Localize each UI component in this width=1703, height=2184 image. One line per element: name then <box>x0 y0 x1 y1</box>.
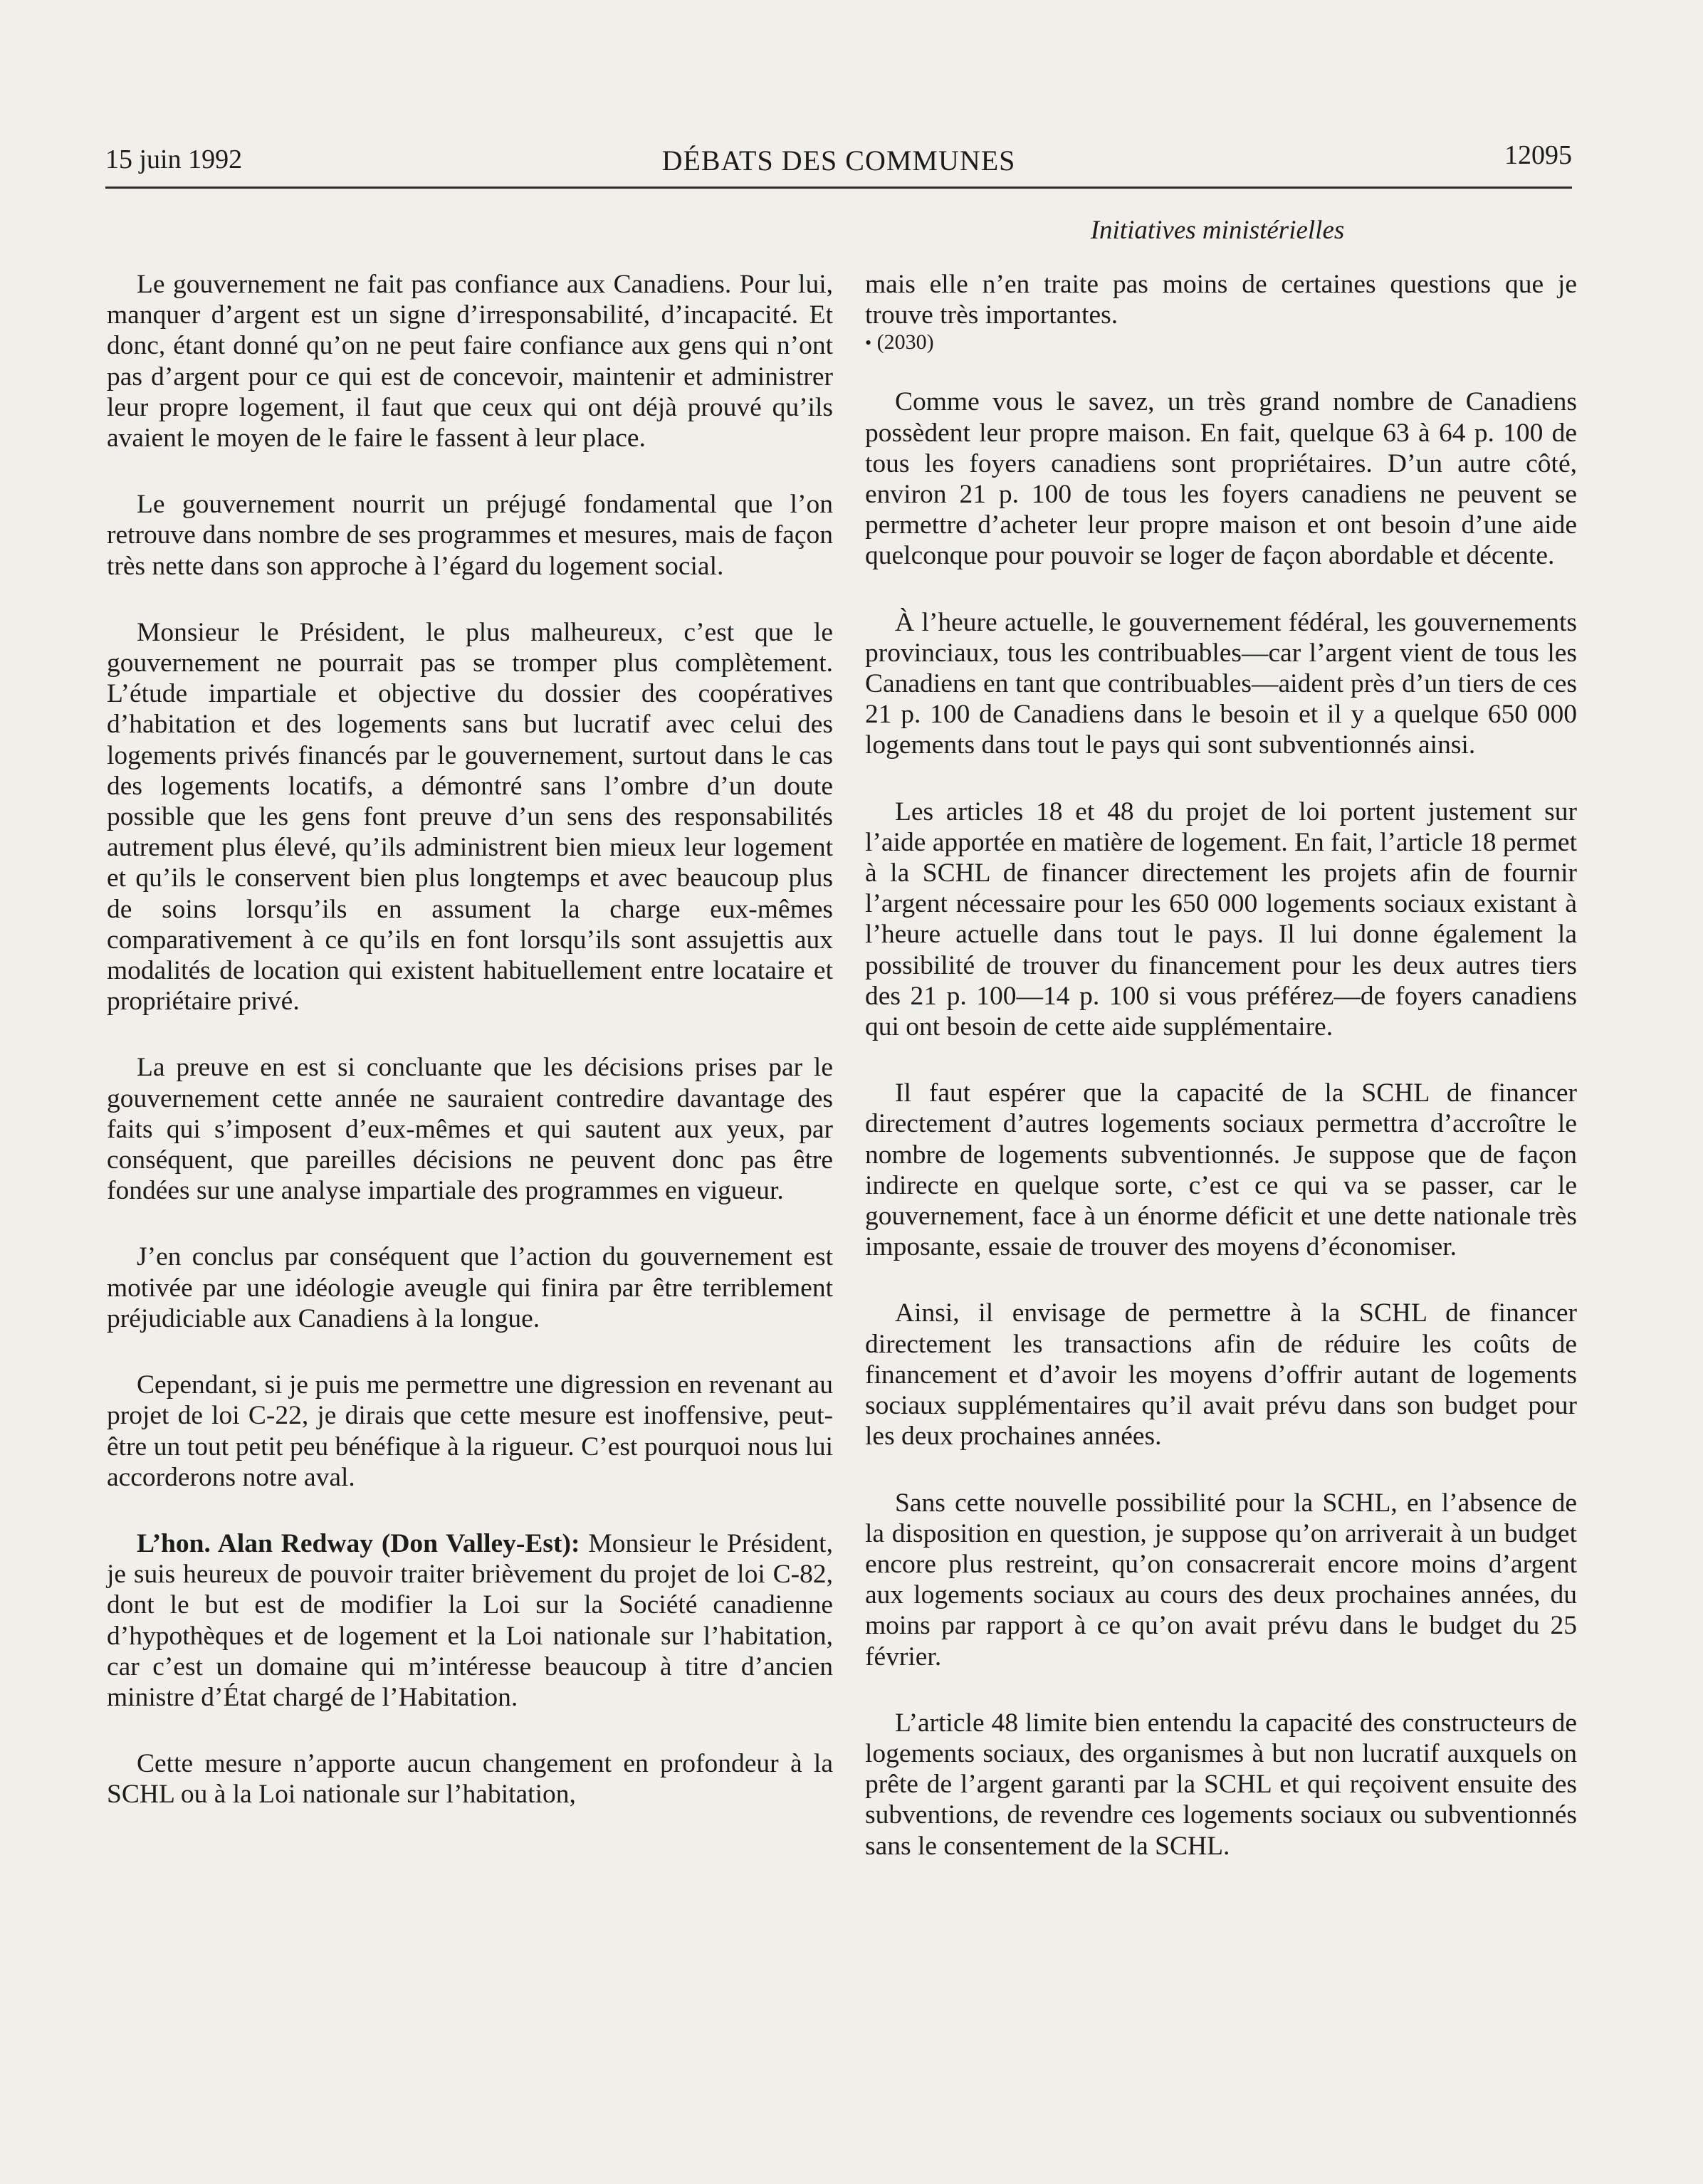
page-header <box>105 137 1572 189</box>
speaker-name: L’hon. Alan Redway (Don Valley-Est): <box>137 1528 580 1558</box>
paragraph: La preuve en est si concluante que les décisions prises par le gouvernement cette année ne sauraient contredire davantage des faits qui s’imposent d’eux-mêmes et qui sautent aux yeux, par conséquent, que pareilles décisions ne peuvent donc pas être fondées sur une analyse impartiale des programmes en vigueur. <box>107 1053 833 1206</box>
left-column <box>107 269 833 1846</box>
paragraph: Cette mesure n’apporte aucun changement en profondeur à la SCHL ou à la Loi nationale sur l’habitation, <box>107 1749 833 1810</box>
section-title: Initiatives ministérielles <box>1090 216 1345 245</box>
paragraph: Il faut espérer que la capacité de la SCHL de financer directement d’autres logements sociaux permettra d’accroître le nombre de logements subventionnés. Je suppose que de façon indirecte en quelque sorte, c’est ce qui va se passer, car le gouvernement, face à un énorme déficit et une dette nationale très imposante, essaie de trouver des moyens d’économiser. <box>865 1078 1577 1262</box>
page-number: 12095 <box>1504 140 1572 170</box>
speaker-paragraph <box>107 1528 833 1713</box>
paragraph: Cependant, si je puis me permettre une digression en revenant au projet de loi C-22, je dirais que cette mesure est inoffensive, peut-être un tout petit peu bénéfique à la rigueur. C’est pourquoi nous lui accorderons notre aval. <box>107 1370 833 1492</box>
paragraph: L’article 48 limite bien entendu la capacité des constructeurs de logements sociaux, des organismes à but non lucratif auxquels on prête de l’argent garanti par la SCHL et qui reçoivent ensuite des subventions, de revendre ces logements sociaux ou subventionnés sans le consentement de la SCHL. <box>865 1708 1577 1861</box>
paragraph-continuation: mais elle n’en traite pas moins de certaines questions que je trouve très importantes. <box>865 270 1577 330</box>
paragraph: Comme vous le savez, un très grand nombre de Canadiens possèdent leur propre maison. En fait, quelque 63 à 64 p. 100 de tous les foyers canadiens sont propriétaires. D’un autre côté, environ 21 p. 100 de tous les foyers canadiens ne peuvent se permettre d’acheter leur propre maison et ont besoin d’une aide quelconque pour pouvoir se loger de façon abordable et décente. <box>865 387 1577 571</box>
paragraph: Les articles 18 et 48 du projet de loi portent justement sur l’aide apportée en matière de logement. En fait, l’article 18 permet à la SCHL de financer directement les projets afin de fournir l’argent nécessaire pour les 650 000 logements sociaux existant à l’heure actuelle dans tout le pays. Il lui donne également la possibilité de trouver du financement pour les deux autres tiers des 21 p. 100—14 p. 100 si vous préférez—de foyers canadiens qui ont besoin de cette aide supplémentaire. <box>865 797 1577 1042</box>
speaker-text: Monsieur le Président, je suis heureux de pouvoir traiter brièvement du projet de loi C-82, dont le but est de modifier la Loi sur la Société canadienne d’hypothèques et de logement et la Loi nationale sur l’habitation, car c’est un domaine qui m’intéresse beaucoup à titre d’ancien ministre d’État chargé de l’Habitation. <box>107 1528 833 1712</box>
paragraph: J’en conclus par conséquent que l’action du gouvernement est motivée par une idéologie aveugle qui finira par être terriblement préjudiciable aux Canadiens à la longue. <box>107 1242 833 1333</box>
header-date: 15 juin 1992 <box>105 145 243 174</box>
right-column <box>865 269 1577 1897</box>
time-marker <box>865 330 1577 355</box>
publication-title: DÉBATS DES COMMUNES <box>661 145 1016 177</box>
time-marker-text: (2030) <box>876 330 934 355</box>
paragraph: Le gouvernement nourrit un préjugé fondamental que l’on retrouve dans nombre de ses programmes et mesures, mais de façon très nette dans son approche à l’égard du logement social. <box>107 490 833 581</box>
paragraph: Monsieur le Président, le plus malheureux, c’est que le gouvernement ne pourrait pas se tromper plus complètement. L’étude impartiale et objective du dossier des coopératives d’habitation et des logements sans but lucratif avec celui des logements privés financés par le gouvernement, surtout dans le cas des logements locatifs, a démontré sans l’ombre d’un doute possible que les gens font preuve d’un sens des responsabilités autrement plus élevé, qu’ils administrent bien mieux leur logement et qu’ils le conservent bien plus longtemps et avec beaucoup plus de soins lorsqu’ils en assument la charge eux-mêmes comparativement à ce qu’ils en font lorsqu’ils sont assujettis aux modalités de location qui existent habituellement entre locataire et propriétaire privé. <box>107 617 833 1017</box>
paragraph: Ainsi, il envisage de permettre à la SCHL de financer directement les transactions afin de réduire les coûts de financement et d’avoir les moyens d’offrir autant de logements sociaux supplémentaires qu’il avait prévu dans son budget pour les deux prochaines années. <box>865 1298 1577 1451</box>
paragraph: Sans cette nouvelle possibilité pour la SCHL, en l’absence de la disposition en question, je suppose qu’on arriverait à un budget encore plus restreint, qu’on consacrerait encore moins d’argent aux logements sociaux au cours des deux prochaines années, du moins par rapport à ce qu’on avait prévu dans le budget du 25 février. <box>865 1488 1577 1671</box>
bullet-icon: • <box>865 332 872 354</box>
paragraph: À l’heure actuelle, le gouvernement fédéral, les gouvernements provinciaux, tous les contribuables—car l’argent vient de tous les Canadiens en tant que contribuables—aident près d’un tiers de ces 21 p. 100 de Canadiens dans le besoin et il y a quelque 650 000 logements dans tout le pays qui sont subventionnés ainsi. <box>865 607 1577 760</box>
paragraph: Le gouvernement ne fait pas confiance aux Canadiens. Pour lui, manquer d’argent est un signe d’irresponsabilité, d’incapacité. Et donc, étant donné qu’on ne peut faire confiance aux gens qui n’ont pas d’argent pour ce qui est de concevoir, maintenir et administrer leur propre logement, il faut que ceux qui ont déjà prouvé qu’ils avaient le moyen de le faire le fassent à leur place. <box>107 270 833 453</box>
